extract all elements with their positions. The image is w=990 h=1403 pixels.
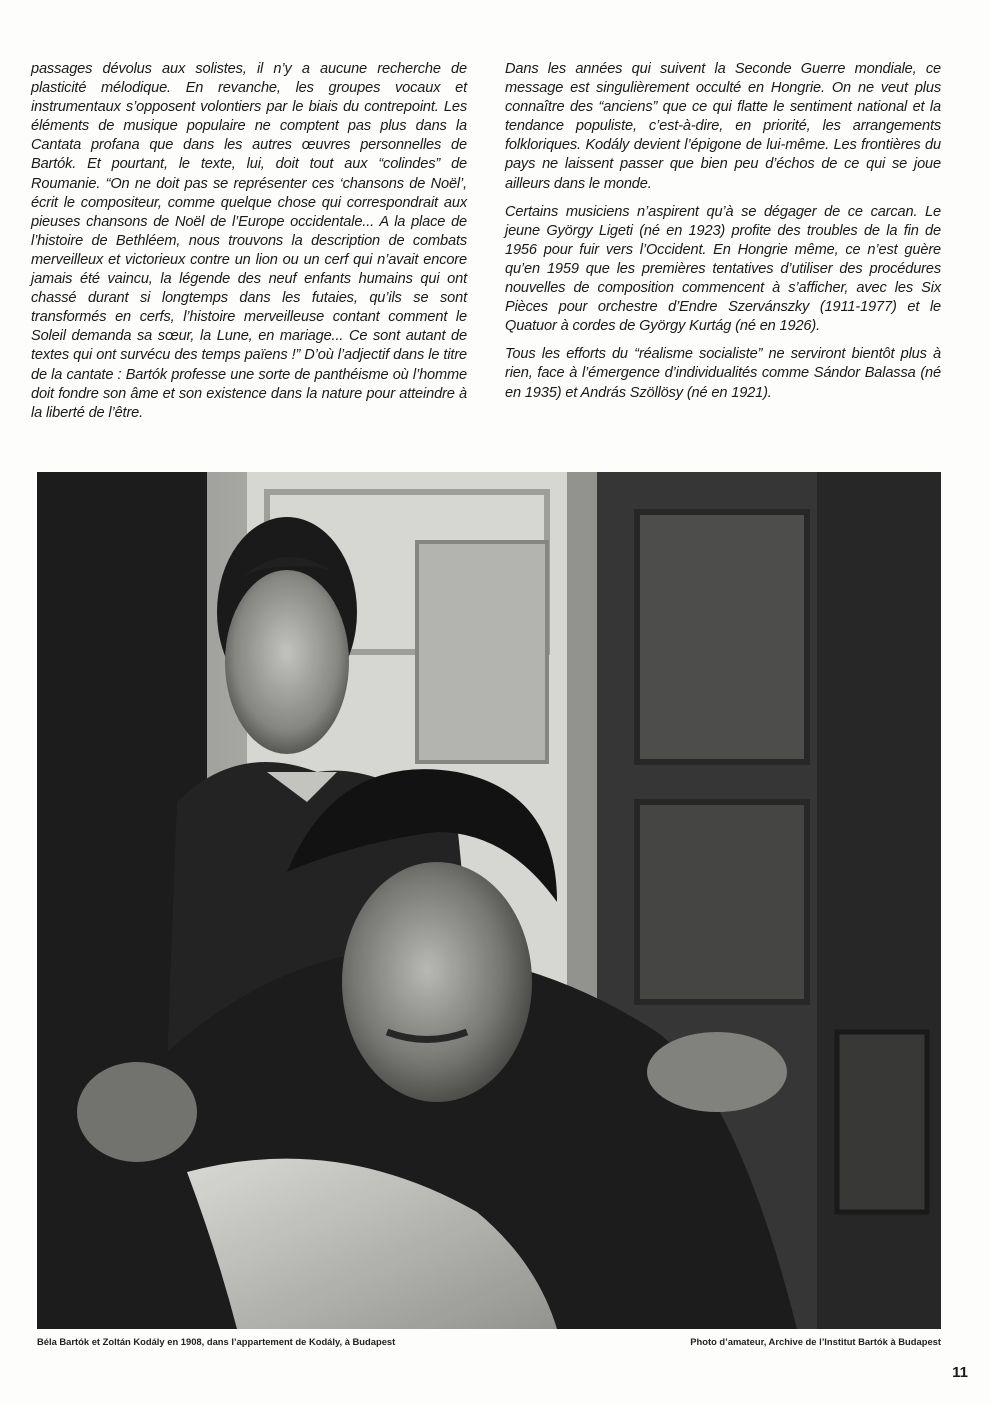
photo-illustration [37, 472, 941, 1329]
right-paragraph-3: Tous les efforts du “réalisme socialiste” ne serviront bientôt plus à rien, face à l’émergence d’individualités comme Sándor Balassa (né en 1935) et András Szöllösy (né en 1921). [505, 346, 941, 401]
right-paragraph-2: Certains musiciens n’aspirent qu’à se dégager de ce carcan. Le jeune György Ligeti (né en 1923) profite des troubles de la fin de 1956 pour fuir vers l’Occident. En Hongrie même, ce n’est guère qu’en 1959 que les premières tentatives d’utiliser des procédures nouvelles de composition commencent à s’afficher, avec les Six Pièces pour orchestre d’Endre Szervánszky (1911-1977) et le Quatuor à cordes de György Kurtág (né en 1926). [505, 203, 941, 335]
page-number: 11 [952, 1364, 968, 1381]
historical-photograph [37, 472, 941, 1329]
left-paragraph-1: passages dévolus aux solistes, il n’y a aucune recherche de plasticité mélodique. En revanche, les groupes vocaux et instrumentaux s’opposent volontiers par le biais du contrepoint. Les éléments de musique populaire ne comptent pas plus dans la Cantata profana que dans les autres œuvres personnelles de Bartók. Et pourtant, le texte, lui, doit tout aux “colindes” de Roumanie. “On ne doit pas se représenter ces ‘chansons de Noël’, écrit le compositeur, comme quelque chose qui correspondrait aux pieuses chansons de Noël de l’Europe occidentale... A la place de l’histoire de Bethléem, nous trouvons la description de combats merveilleux et victorieux contre un lion ou un cerf qui n’avait encore jamais été vaincu, la légende des neuf enfants humains qui ont chassé durant si longtemps dans les futaies, qu’ils se sont transformés en cerfs, l’histoire merveilleuse contant comment le Soleil demanda sa sœur, la Lune, en mariage... Ce sont autant de textes qui ont survécu des temps païens !” D’où l’adjectif dans le titre de la cantate : Bartók professe une sorte de panthéisme où l’homme doit fondre son âme et son existence dans la nature pour atteindre à la liberté de l’être. [31, 61, 467, 421]
right-paragraph-1: Dans les années qui suivent la Seconde Guerre mondiale, ce message est singulièrement occulté en Hongrie. On ne veut plus connaître des “anciens” que ce qui flatte le sentiment national et la tendance populiste, c’est-à-dire, en priorité, les arrangements folkloriques. Kodály devient l’épigone de lui-même. Les frontières du pays ne laissent passer que bien peu d’échos de ce qui se joue ailleurs dans le monde. [505, 61, 941, 192]
photo-caption: Béla Bartók et Zoltán Kodály en 1908, dans l’appartement de Kodály, à Budapest [37, 1336, 396, 1347]
photo-credit: Photo d’amateur, Archive de l’Institut Bartók à Budapest [690, 1336, 941, 1347]
left-text-column [31, 60, 467, 432]
right-text-column [505, 60, 941, 412]
